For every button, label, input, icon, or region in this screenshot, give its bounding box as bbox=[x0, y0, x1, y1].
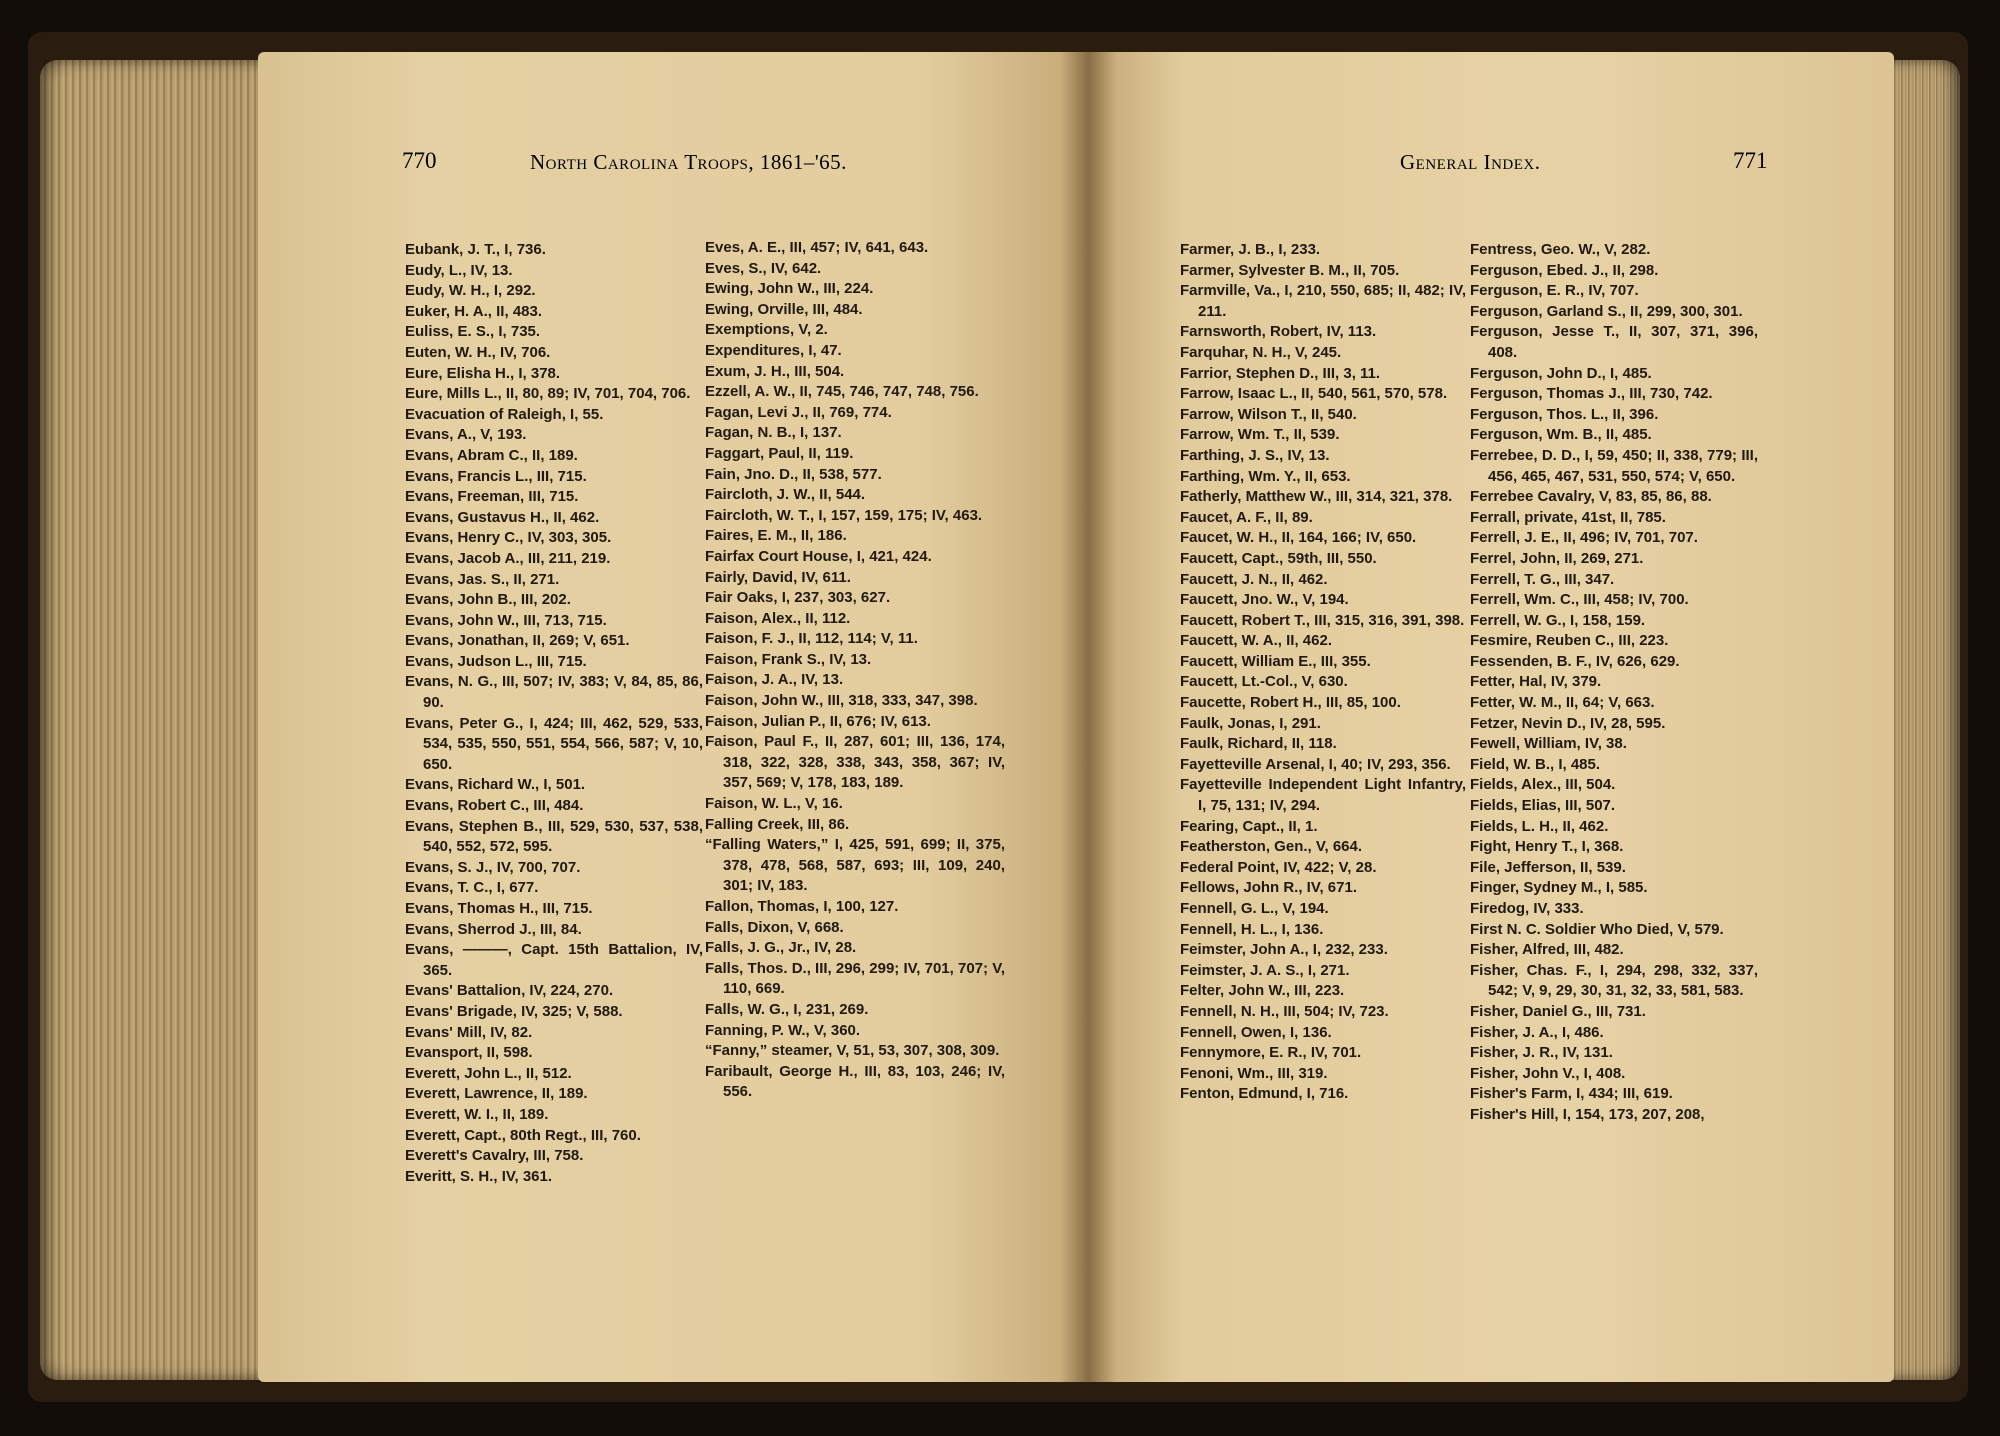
index-entry: Evans, Richard W., I, 501. bbox=[405, 776, 586, 794]
index-entry: Faison, W. L., V, 16. bbox=[705, 795, 843, 813]
index-entry: Evans, Freeman, III, 715. bbox=[405, 488, 579, 506]
index-entry: Evans, Thomas H., III, 715. bbox=[405, 900, 593, 917]
index-entry: Ferguson, E. R., IV, 707. bbox=[1470, 282, 1639, 300]
index-entry: Ferrebee Cavalry, V, 83, 85, 86, 88. bbox=[1470, 488, 1712, 506]
index-entry: Fagan, N. B., I, 137. bbox=[705, 424, 842, 442]
index-entry: Evans, Sherrod J., III, 84. bbox=[405, 920, 582, 938]
index-entry: Fisher's Hill, I, 154, 173, 207, 208, bbox=[1470, 1105, 1705, 1123]
index-entry: Evans, Henry C., IV, 303, 305. bbox=[405, 529, 612, 547]
index-entry: Fisher, J. R., IV, 131. bbox=[1470, 1044, 1613, 1062]
index-entry: Evansport, II, 598. bbox=[405, 1044, 533, 1062]
index-entry: Feimster, John A., I, 232, 233. bbox=[1180, 941, 1388, 959]
index-entry: Fellows, John R., IV, 671. bbox=[1180, 879, 1358, 897]
index-entry: Faucett, J. N., II, 462. bbox=[1180, 570, 1328, 588]
index-entry: Fanning, P. W., V, 360. bbox=[705, 1021, 861, 1039]
index-entry: Evans, Judson L., III, 715. bbox=[405, 652, 587, 670]
index-entry: Faison, Paul F., II, 287, 601; III, 136, 174, 318, 322, 328, 338, 343, 358, 367; IV, 357, 569; V, 178, 183, 189. bbox=[705, 733, 1005, 792]
index-entry: Faucet, A. F., II, 89. bbox=[1180, 508, 1313, 526]
index-entry: Fetzer, Nevin D., IV, 28, 595. bbox=[1470, 714, 1666, 732]
index-entry: Fentress, Geo. W., V, 282. bbox=[1470, 241, 1651, 258]
index-entry: Faucett, Jno. W., V, 194. bbox=[1180, 591, 1349, 609]
index-entry: Ferguson, John D., I, 485. bbox=[1470, 364, 1652, 382]
index-entry: Exemptions, V, 2. bbox=[705, 321, 828, 339]
index-entry: Ferrebee, D. D., I, 59, 450; II, 338, 779; III, 456, 465, 467, 531, 550, 574; V, 650. bbox=[1470, 446, 1758, 485]
index-entry: Fight, Henry T., I, 368. bbox=[1470, 838, 1624, 856]
index-entry: Evans, Abram C., II, 189. bbox=[405, 446, 578, 464]
index-entry: Fewell, William, IV, 38. bbox=[1470, 735, 1627, 753]
index-entry: Eudy, W. H., I, 292. bbox=[405, 282, 536, 300]
index-entry: Fisher, Daniel G., III, 731. bbox=[1470, 1002, 1646, 1020]
index-entry: Finger, Sydney M., I, 585. bbox=[1470, 879, 1648, 897]
index-entry: Fenton, Edmund, I, 716. bbox=[1180, 1085, 1349, 1103]
index-entry: Evans, John W., III, 713, 715. bbox=[405, 611, 607, 629]
index-entry: Evans, A., V, 193. bbox=[405, 426, 527, 444]
index-entry: Ferguson, Wm. B., II, 485. bbox=[1470, 426, 1652, 444]
index-entry: Ferrell, T. G., III, 347. bbox=[1470, 570, 1615, 588]
index-entry: Falls, W. G., I, 231, 269. bbox=[705, 1000, 869, 1018]
right-page-number: 771 bbox=[1733, 148, 1768, 173]
index-entry: Fayetteville Arsenal, I, 40; IV, 293, 356. bbox=[1180, 755, 1451, 773]
index-entry: Fair Oaks, I, 237, 303, 627. bbox=[705, 589, 891, 607]
index-entry: Feimster, J. A. S., I, 271. bbox=[1180, 961, 1350, 979]
index-entry: Farthing, J. S., IV, 13. bbox=[1180, 446, 1330, 464]
index-entry: Fennell, Owen, I, 136. bbox=[1180, 1023, 1332, 1041]
index-entry: Ferrell, W. G., I, 158, 159. bbox=[1470, 611, 1646, 629]
index-entry: Faircloth, J. W., II, 544. bbox=[705, 486, 866, 504]
index-entry: Evans, T. C., I, 677. bbox=[405, 879, 539, 897]
index-entry: Fields, Elias, III, 507. bbox=[1470, 797, 1616, 815]
index-entry: Fields, Alex., III, 504. bbox=[1470, 776, 1616, 794]
index-entry: Fisher, Chas. F., I, 294, 298, 332, 337, 542; V, 9, 29, 30, 31, 32, 33, 581, 583. bbox=[1470, 961, 1758, 1000]
left-index-column-2 bbox=[705, 238, 1005, 1103]
index-entry: Evans, Peter G., I, 424; III, 462, 529, 533, 534, 535, 550, 551, 554, 566, 587; V, 10, 650. bbox=[405, 714, 703, 773]
index-entry: Everitt, S. H., IV, 361. bbox=[405, 1167, 553, 1185]
index-entry: Evacuation of Raleigh, I, 55. bbox=[405, 405, 604, 423]
index-entry: Evans, ———, Capt. 15th Battalion, IV, 365. bbox=[405, 941, 703, 979]
index-entry: Ewing, Orville, III, 484. bbox=[705, 300, 863, 318]
index-entry: Euten, W. H., IV, 706. bbox=[405, 343, 551, 361]
index-entry: Fenoni, Wm., III, 319. bbox=[1180, 1064, 1328, 1082]
index-entry: Firedog, IV, 333. bbox=[1470, 900, 1584, 917]
index-entry: Faucet, W. H., II, 164, 166; IV, 650. bbox=[1180, 529, 1417, 547]
index-entry: Fennell, H. L., I, 136. bbox=[1180, 920, 1324, 938]
index-entry: Eudy, L., IV, 13. bbox=[405, 261, 513, 279]
index-entry: Fisher's Farm, I, 434; III, 619. bbox=[1470, 1085, 1673, 1103]
index-entry: Faison, F. J., II, 112, 114; V, 11. bbox=[705, 630, 918, 648]
index-entry: Farthing, Wm. Y., II, 653. bbox=[1180, 467, 1351, 485]
index-entry: Ferguson, Thos. L., II, 396. bbox=[1470, 405, 1659, 423]
index-entry: Faulk, Richard, II, 118. bbox=[1180, 735, 1337, 753]
index-entry: Falls, Dixon, V, 668. bbox=[705, 918, 844, 936]
index-entry: Ferrel, John, II, 269, 271. bbox=[1470, 549, 1644, 567]
index-entry: Ferrall, private, 41st, II, 785. bbox=[1470, 508, 1666, 526]
index-entry: Faison, Alex., II, 112. bbox=[705, 609, 851, 627]
index-entry: Ewing, John W., III, 224. bbox=[705, 280, 874, 298]
index-entry: Fetter, W. M., II, 64; V, 663. bbox=[1470, 694, 1655, 712]
index-entry: Everett, Lawrence, II, 189. bbox=[405, 1085, 588, 1103]
index-entry: Eure, Elisha H., I, 378. bbox=[405, 364, 561, 382]
index-entry: Evans, Jacob A., III, 211, 219. bbox=[405, 549, 611, 567]
index-entry: Faison, Julian P., II, 676; IV, 613. bbox=[705, 712, 931, 730]
index-entry: Falling Creek, III, 86. bbox=[705, 815, 850, 833]
index-entry: Fisher, Alfred, III, 482. bbox=[1470, 941, 1624, 959]
index-entry: Ferrell, Wm. C., III, 458; IV, 700. bbox=[1470, 591, 1689, 609]
index-entry: Farmer, J. B., I, 233. bbox=[1180, 241, 1321, 258]
index-entry: Evans, S. J., IV, 700, 707. bbox=[405, 858, 581, 876]
index-entry: Ferguson, Ebed. J., II, 298. bbox=[1470, 261, 1659, 279]
index-entry: Evans, John B., III, 202. bbox=[405, 591, 571, 609]
index-entry: Ferguson, Jesse T., II, 307, 371, 396, 408. bbox=[1470, 323, 1758, 361]
index-entry: Ferguson, Thomas J., III, 730, 742. bbox=[1470, 385, 1713, 403]
index-entry: Farmer, Sylvester B. M., II, 705. bbox=[1180, 261, 1400, 279]
index-entry: Faulk, Jonas, I, 291. bbox=[1180, 714, 1321, 732]
index-entry: Fennell, N. H., III, 504; IV, 723. bbox=[1180, 1002, 1389, 1020]
index-entry: Faribault, George H., III, 83, 103, 246; IV, 556. bbox=[705, 1062, 1005, 1101]
index-entry: Farrow, Isaac L., II, 540, 561, 570, 578. bbox=[1180, 385, 1448, 403]
index-entry: Fain, Jno. D., II, 538, 577. bbox=[705, 465, 882, 483]
index-entry: Evans, Jonathan, II, 269; V, 651. bbox=[405, 632, 630, 650]
index-entry: Expenditures, I, 47. bbox=[705, 341, 842, 359]
left-page-edges bbox=[40, 60, 270, 1380]
index-entry: “Falling Waters,” I, 425, 591, 699; II, 375, 378, 478, 568, 587, 693; III, 109, 240, 301; IV, 183. bbox=[705, 836, 1005, 895]
index-entry: Evans' Battalion, IV, 224, 270. bbox=[405, 982, 614, 1000]
index-entry: Farrow, Wm. T., II, 539. bbox=[1180, 426, 1340, 444]
index-entry: Fairfax Court House, I, 421, 424. bbox=[705, 547, 932, 565]
index-entry: Ferguson, Garland S., II, 299, 300, 301. bbox=[1470, 302, 1743, 320]
index-entry: File, Jefferson, II, 539. bbox=[1470, 858, 1626, 876]
left-index-column-1 bbox=[405, 240, 703, 1187]
index-entry: Fessenden, B. F., IV, 626, 629. bbox=[1470, 652, 1680, 670]
left-page-number: 770 bbox=[402, 148, 437, 173]
index-entry: Faircloth, W. T., I, 157, 159, 175; IV, 463. bbox=[705, 506, 983, 524]
right-index-column-1 bbox=[1180, 240, 1466, 1105]
index-entry: Faucett, Robert T., III, 315, 316, 391, 398. bbox=[1180, 611, 1465, 629]
index-entry: Ezzell, A. W., II, 745, 746, 747, 748, 756. bbox=[705, 383, 979, 401]
index-entry: Faires, E. M., II, 186. bbox=[705, 527, 847, 545]
index-entry: Fennymore, E. R., IV, 701. bbox=[1180, 1044, 1362, 1062]
index-entry: Evans, N. G., III, 507; IV, 383; V, 84, 85, 86, 90. bbox=[405, 673, 703, 712]
right-index-column-2 bbox=[1470, 240, 1758, 1126]
index-entry: First N. C. Soldier Who Died, V, 579. bbox=[1470, 920, 1724, 938]
index-entry: Fetter, Hal, IV, 379. bbox=[1470, 673, 1602, 691]
index-entry: Fairly, David, IV, 611. bbox=[705, 568, 851, 586]
index-entry: Faucett, Lt.-Col., V, 630. bbox=[1180, 673, 1348, 691]
index-entry: Farrior, Stephen D., III, 3, 11. bbox=[1180, 364, 1381, 382]
index-entry: Faison, John W., III, 318, 333, 347, 398. bbox=[705, 692, 978, 710]
index-entry: Evans, Gustavus H., II, 462. bbox=[405, 508, 600, 526]
index-entry: Eure, Mills L., II, 80, 89; IV, 701, 704, 706. bbox=[405, 385, 691, 403]
index-entry: Exum, J. H., III, 504. bbox=[705, 362, 845, 380]
index-entry: Fisher, John V., I, 408. bbox=[1470, 1064, 1626, 1082]
index-entry: Faucett, William E., III, 355. bbox=[1180, 652, 1371, 670]
index-entry: Eves, S., IV, 642. bbox=[705, 259, 822, 277]
index-entry: Featherston, Gen., V, 664. bbox=[1180, 838, 1363, 856]
index-entry: Fisher, J. A., I, 486. bbox=[1470, 1023, 1604, 1041]
index-entry: Euker, H. A., II, 483. bbox=[405, 302, 543, 320]
index-entry: Federal Point, IV, 422; V, 28. bbox=[1180, 858, 1377, 876]
index-entry: Farquhar, N. H., V, 245. bbox=[1180, 343, 1342, 361]
index-entry: Fearing, Capt., II, 1. bbox=[1180, 817, 1318, 835]
index-entry: Faucette, Robert H., III, 85, 100. bbox=[1180, 694, 1401, 712]
index-entry: Ferrell, J. E., II, 496; IV, 701, 707. bbox=[1470, 529, 1698, 547]
index-entry: Fesmire, Reuben C., III, 223. bbox=[1470, 632, 1669, 650]
index-entry: Everett's Cavalry, III, 758. bbox=[405, 1147, 584, 1165]
index-entry: Faison, J. A., IV, 13. bbox=[705, 671, 844, 689]
index-entry: Faucett, W. A., II, 462. bbox=[1180, 632, 1332, 650]
index-entry: Falls, Thos. D., III, 296, 299; IV, 701, 707; V, 110, 669. bbox=[705, 959, 1005, 998]
left-running-head: North Carolina Troops, 1861–'65. bbox=[530, 150, 847, 174]
index-entry: Fatherly, Matthew W., III, 314, 321, 378. bbox=[1180, 488, 1453, 506]
index-entry: Euliss, E. S., I, 735. bbox=[405, 323, 541, 341]
index-entry: “Fanny,” steamer, V, 51, 53, 307, 308, 309. bbox=[705, 1042, 1000, 1060]
book-gutter bbox=[1060, 52, 1116, 1382]
index-entry: Evans, Francis L., III, 715. bbox=[405, 467, 587, 485]
index-entry: Everett, Capt., 80th Regt., III, 760. bbox=[405, 1126, 641, 1144]
index-entry: Evans, Robert C., III, 484. bbox=[405, 797, 584, 815]
index-entry: Eubank, J. T., I, 736. bbox=[405, 241, 546, 258]
index-entry: Farmville, Va., I, 210, 550, 685; II, 482; IV, 211. bbox=[1180, 282, 1466, 320]
index-entry: Fayetteville Independent Light Infantry, I, 75, 131; IV, 294. bbox=[1180, 776, 1466, 815]
index-entry: Evans' Mill, IV, 82. bbox=[405, 1023, 533, 1041]
index-entry: Farrow, Wilson T., II, 540. bbox=[1180, 405, 1357, 423]
index-entry: Fields, L. H., II, 462. bbox=[1470, 817, 1609, 835]
index-entry: Field, W. B., I, 485. bbox=[1470, 755, 1601, 773]
index-entry: Fagan, Levi J., II, 769, 774. bbox=[705, 403, 892, 421]
index-entry: Fennell, G. L., V, 194. bbox=[1180, 900, 1329, 917]
index-entry: Faucett, Capt., 59th, III, 550. bbox=[1180, 549, 1377, 567]
index-entry: Faggart, Paul, II, 119. bbox=[705, 444, 854, 462]
index-entry: Eves, A. E., III, 457; IV, 641, 643. bbox=[705, 239, 929, 256]
index-entry: Faison, Frank S., IV, 13. bbox=[705, 650, 872, 668]
index-entry: Everett, John L., II, 512. bbox=[405, 1064, 572, 1082]
index-entry: Everett, W. I., II, 189. bbox=[405, 1105, 549, 1123]
right-running-head: General Index. bbox=[1400, 150, 1541, 174]
index-entry: Felter, John W., III, 223. bbox=[1180, 982, 1345, 1000]
index-entry: Fallon, Thomas, I, 100, 127. bbox=[705, 898, 899, 915]
index-entry: Evans, Jas. S., II, 271. bbox=[405, 570, 560, 588]
index-entry: Evans' Brigade, IV, 325; V, 588. bbox=[405, 1002, 623, 1020]
index-entry: Falls, J. G., Jr., IV, 28. bbox=[705, 939, 857, 957]
index-entry: Farnsworth, Robert, IV, 113. bbox=[1180, 323, 1377, 341]
index-entry: Evans, Stephen B., III, 529, 530, 537, 538, 540, 552, 572, 595. bbox=[405, 817, 703, 856]
